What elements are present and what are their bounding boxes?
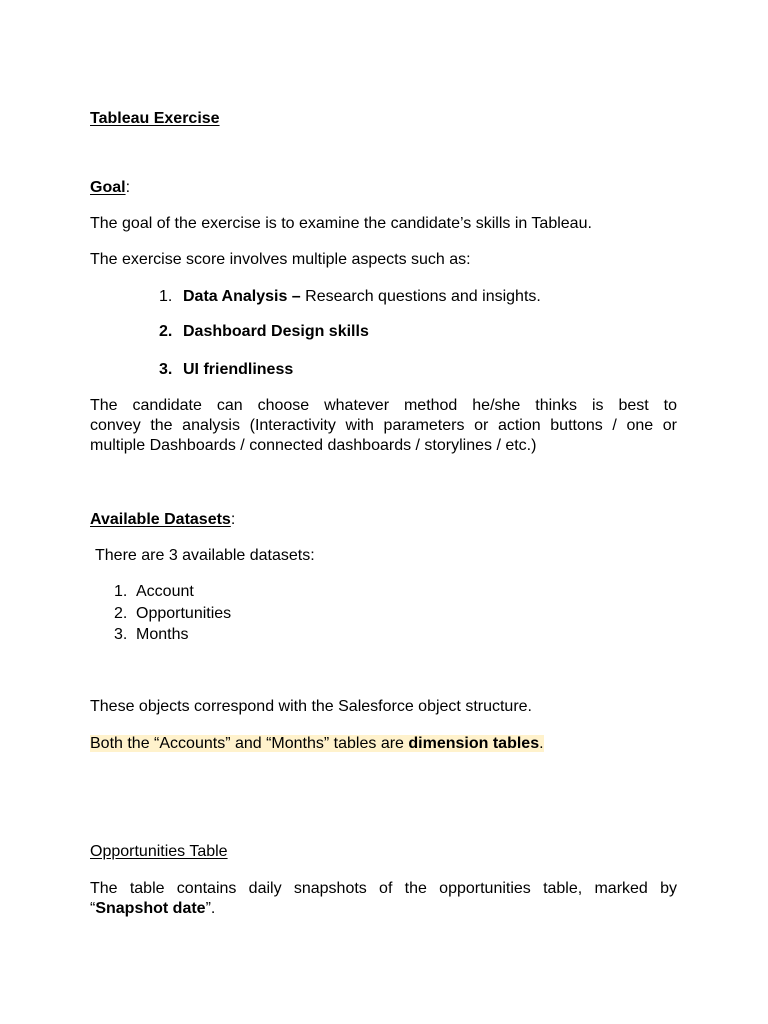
document-title: Tableau Exercise bbox=[90, 110, 220, 127]
dataset-item-2 bbox=[114, 604, 231, 624]
goal-heading bbox=[90, 178, 130, 198]
dimension-tables-highlight bbox=[90, 735, 544, 752]
goal-paragraph-2: The exercise score involves multiple aspects such as: bbox=[90, 251, 471, 268]
dimension-tables-text: Both the “Accounts” and “Months” tables are bbox=[90, 735, 409, 752]
aspect-item-bold: Data Analysis – bbox=[183, 288, 301, 305]
datasets-heading bbox=[90, 510, 235, 530]
goal-heading-label: Goal bbox=[90, 179, 126, 196]
method-paragraph bbox=[90, 396, 677, 456]
dimension-tables-end: . bbox=[539, 735, 544, 752]
method-paragraph-line: convey the analysis (Interactivity with parameters or action buttons / one or bbox=[90, 417, 677, 434]
snapshot-date-bold: Snapshot date bbox=[95, 900, 206, 917]
aspect-item-number: 2. bbox=[159, 323, 173, 340]
dimension-tables-paragraph bbox=[90, 734, 544, 754]
aspect-item-bold: Dashboard Design skills bbox=[183, 323, 369, 340]
aspect-item-text: Research questions and insights. bbox=[300, 288, 541, 305]
aspect-item-1 bbox=[159, 287, 541, 307]
datasets-heading-colon: : bbox=[230, 511, 236, 528]
dataset-item-number: 1. bbox=[114, 583, 128, 600]
aspect-item-number: 3. bbox=[159, 361, 173, 378]
aspect-item-2 bbox=[159, 322, 369, 342]
goal-heading-colon: : bbox=[125, 179, 131, 196]
dataset-item-1 bbox=[114, 582, 194, 602]
goal-paragraph-1: The goal of the exercise is to examine the candidate’s skills in Tableau. bbox=[90, 215, 592, 232]
dataset-item-3 bbox=[114, 625, 188, 645]
opportunities-paragraph-line: The table contains daily snapshots of the opportunities table, marked by bbox=[90, 880, 677, 897]
opportunities-paragraph bbox=[90, 879, 677, 919]
opportunities-heading: Opportunities Table bbox=[90, 843, 228, 860]
opportunities-paragraph-line bbox=[90, 899, 677, 919]
dimension-tables-bold: dimension tables bbox=[408, 735, 540, 752]
snapshot-close-quote: ”. bbox=[205, 900, 216, 917]
salesforce-paragraph: These objects correspond with the Salesforce object structure. bbox=[90, 698, 532, 715]
datasets-intro: There are 3 available datasets: bbox=[95, 547, 315, 564]
dataset-item-label: Opportunities bbox=[136, 605, 232, 622]
snapshot-open-quote: “ bbox=[90, 900, 96, 917]
dataset-item-label: Months bbox=[136, 626, 189, 643]
datasets-heading-label: Available Datasets bbox=[90, 511, 231, 528]
dataset-item-label: Account bbox=[136, 583, 194, 600]
method-paragraph-line: multiple Dashboards / connected dashboards / storylines / etc.) bbox=[90, 437, 537, 454]
aspect-item-bold: UI friendliness bbox=[183, 361, 294, 378]
dataset-item-number: 2. bbox=[114, 605, 128, 622]
dataset-item-number: 3. bbox=[114, 626, 128, 643]
aspect-item-3 bbox=[159, 360, 293, 380]
aspect-item-number: 1. bbox=[159, 288, 173, 305]
method-paragraph-line: The candidate can choose whatever method he/she thinks is best to bbox=[90, 397, 677, 414]
